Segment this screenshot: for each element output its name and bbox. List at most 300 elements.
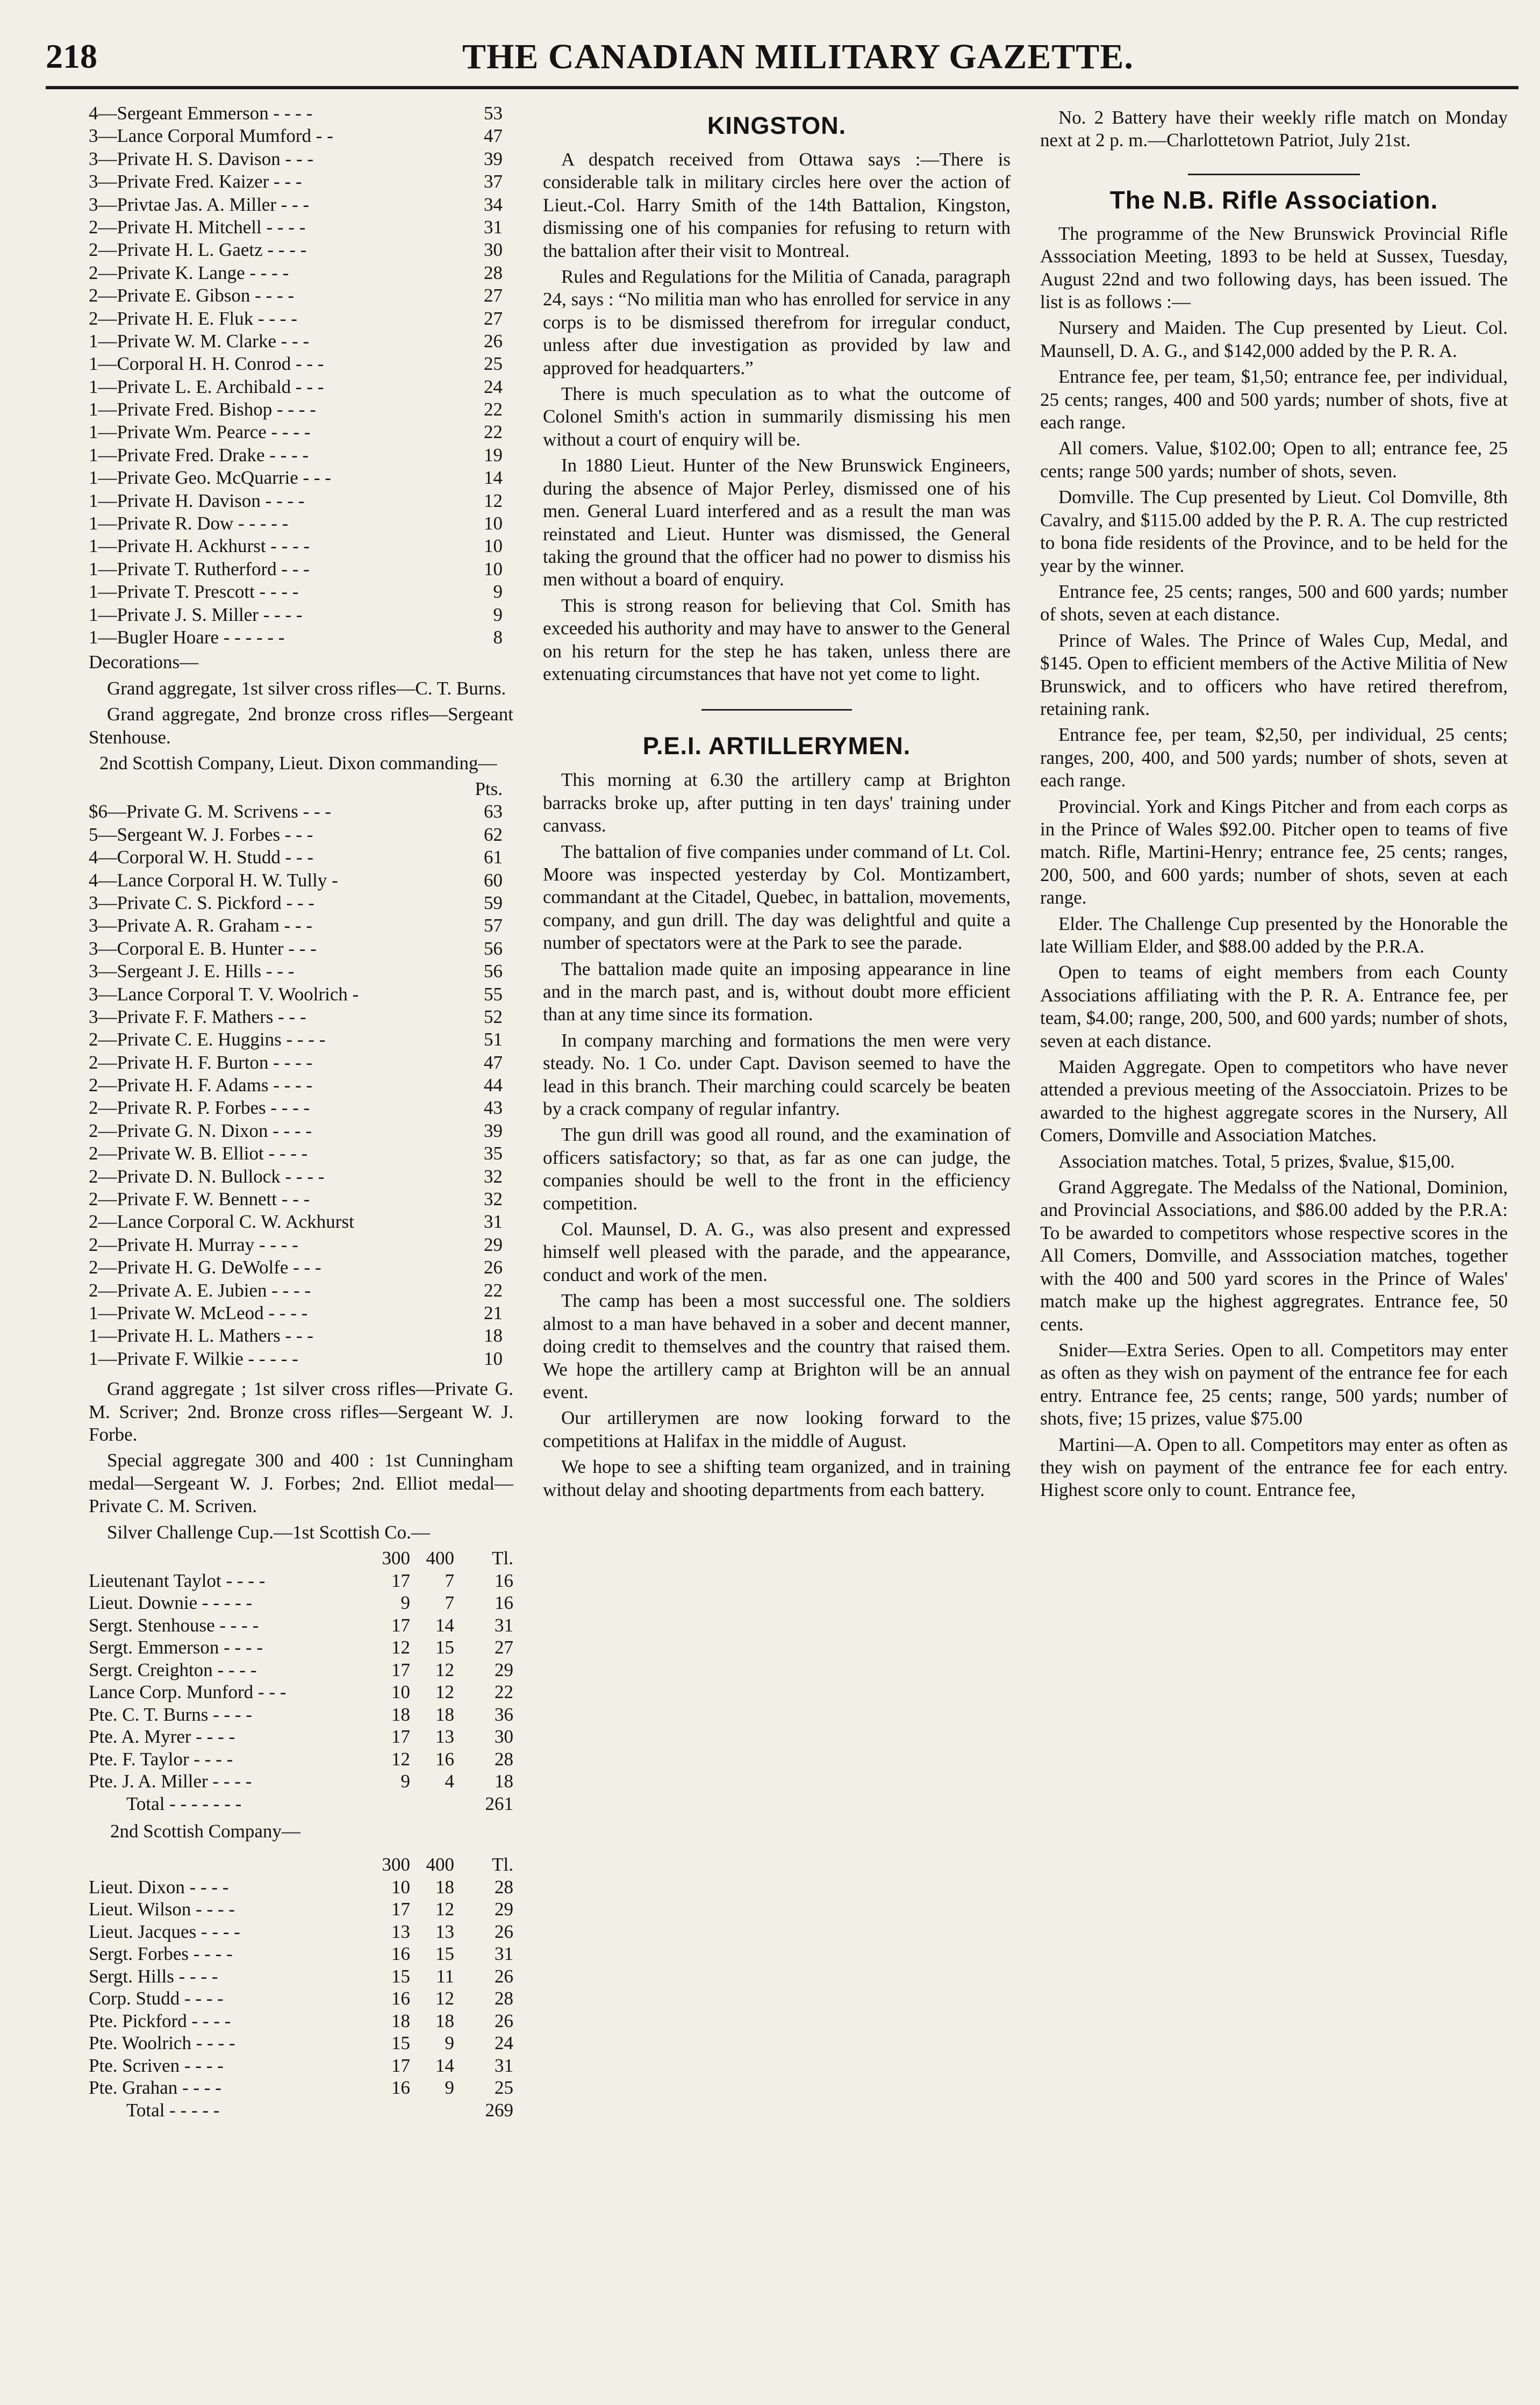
table-cell: 9: [445, 2032, 454, 2054]
score-row: [89, 330, 513, 353]
score-value: 47: [484, 1051, 503, 1073]
score-value: 12: [484, 490, 503, 511]
score-value: 10: [484, 1348, 503, 1369]
table-header-cell: [89, 1547, 366, 1570]
score-row: [89, 1279, 513, 1302]
table-cell: Lieut. Downie - - - - -: [89, 1592, 253, 1614]
score-row: [89, 1325, 513, 1347]
pei-headline: P.E.I. ARTILLERYMEN.: [642, 732, 911, 760]
table-cell: Pte. A. Myrer - - - -: [89, 1726, 235, 1748]
table-cell: 13: [435, 1726, 454, 1748]
score-value: 25: [484, 353, 503, 375]
table-total-cell: 261: [485, 1793, 513, 1814]
table-cell: Sergt. Forbes - - - -: [89, 1943, 233, 1965]
table-cell: 18: [495, 1771, 513, 1792]
article-paragraph: Open to teams of eight members from each County Associations affiliating with the P. R. A. Entrance fee, per team, $4.00; range, 200, 500, and 600 yards; number of shots, seven at each distance.: [1040, 962, 1508, 1051]
table-cell: 12: [435, 1899, 454, 1920]
score-value: 39: [484, 1120, 503, 1141]
article-paragraph: Nursery and Maiden. The Cup presented by Lieut. Col. Maunsell, D. A. G., and $142,000 added by the P. R. A.: [1040, 317, 1508, 361]
score-name: 1—Private Geo. McQuarrie - - -: [89, 467, 331, 489]
score-value: 32: [484, 1165, 503, 1187]
score-name: 2—Private G. N. Dixon - - - -: [89, 1120, 312, 1141]
column-middle: [543, 102, 1011, 1505]
article-paragraph: No. 2 Battery have their weekly rifle match on Monday next at 2 p. m.—Charlottetown Patriot, July 21st.: [1040, 107, 1508, 151]
score-name: 3—Private C. S. Pickford - - -: [89, 892, 314, 913]
table-row: [89, 1636, 513, 1659]
score-value: 62: [484, 824, 503, 845]
table-total-cell: [366, 2099, 410, 2122]
decoration-item: Grand aggregate, 1st silver cross rifles—C. T. Burns.: [107, 677, 506, 699]
score-name: 1—Private H. L. Mathers - - -: [89, 1325, 313, 1347]
table-cell: 17: [391, 1570, 410, 1591]
score-value: 34: [484, 194, 503, 215]
table-cell: 17: [391, 1899, 410, 1920]
table-cell: 28: [495, 1988, 513, 2009]
table-cell: Sergt. Hills - - - -: [89, 1965, 218, 1987]
score-value: 63: [484, 801, 503, 822]
table-total-cell: [366, 1793, 410, 1815]
score-value: 22: [484, 1279, 503, 1301]
table-cell: 7: [445, 1592, 454, 1614]
table-cell: 11: [436, 1965, 454, 1987]
score-row: [89, 1120, 513, 1142]
score-row: [89, 1348, 513, 1370]
table-header-row: [89, 1547, 513, 1570]
article-paragraph: The camp has been a most successful one. The soldiers almost to a man have behaved in a sober and decent manner, doing credit to themselves and the country that raised them. We hope the artillery camp at Brighton will be an annual event.: [543, 1290, 1011, 1402]
table-row: [89, 2010, 513, 2032]
table-cell: Pte. J. A. Miller - - - -: [89, 1771, 252, 1792]
score-name: 3—Private H. S. Davison - - -: [89, 148, 314, 169]
score-row: [89, 1097, 513, 1119]
table-row: [89, 2077, 513, 2099]
table-cell: 18: [435, 2010, 454, 2031]
score-name: 1—Private T. Prescott - - - -: [89, 581, 299, 603]
table-cell: 29: [495, 1659, 513, 1680]
score-value: 28: [484, 262, 503, 283]
column-left: [89, 102, 513, 2127]
silver-cup-heading: Silver Challenge Cup.—1st Scottish Co.—: [107, 1521, 430, 1543]
score-value: 53: [484, 103, 503, 124]
table-cell: 15: [435, 1637, 454, 1658]
table-cell: 18: [435, 1703, 454, 1725]
kingston-headline: KINGSTON.: [707, 112, 847, 139]
table-header-cell: 400: [426, 1548, 454, 1569]
table-cell: Lieut. Wilson - - - -: [89, 1899, 235, 1920]
score-row: [89, 376, 513, 398]
table-total-cell: Total - - - - - - -: [126, 1793, 242, 1814]
article-paragraph: Provincial. York and Kings Pitcher and from each corps as in the Prince of Wales $92.00. Pitcher open to teams of five match. Rifle, Martini-Henry; entrance fee, 25 cents; ranges, 200, 500, and 600 yards; number of shots, seven at each range.: [1040, 796, 1508, 908]
article-paragraph: Grand Aggregate. The Medalss of the National, Dominion, and Provincial Associations, and $86.00 added by the P.R.A: To be awarded to competitors whose respective scores in the All Comers, Domville, and Asssociation matches, together with the 400 and 500 yard scores in the Prince of Wales' match make up the highest aggregrates. Entrance fee, 50 cents.: [1040, 1177, 1508, 1335]
table-cell: 18: [391, 1703, 410, 1725]
score-value: 9: [493, 581, 503, 603]
table-cell: 26: [495, 1921, 513, 1942]
score-row: [89, 960, 513, 983]
score-name: 1—Private Wm. Pearce - - - -: [89, 421, 311, 443]
score-name: 2—Private H. Mitchell - - - -: [89, 216, 306, 238]
score-row: [89, 467, 513, 489]
score-row: [89, 1188, 513, 1211]
score-value: 44: [484, 1075, 503, 1096]
table-cell: Pte. F. Taylor - - - -: [89, 1748, 233, 1770]
score-row: [89, 1234, 513, 1256]
score-row: [89, 626, 513, 649]
score-name: 2—Private F. W. Bennett - - -: [89, 1189, 310, 1210]
score-name: 2—Private A. E. Jubien - - - -: [89, 1279, 311, 1301]
table-cell: 12: [435, 1659, 454, 1680]
article-paragraph: The gun drill was good all round, and the examination of officers satisfactory; so that, as far as one can judge, the companies should be well to the front in the efficiency competition.: [543, 1124, 1011, 1214]
score-value: 22: [484, 421, 503, 443]
article-paragraph: In 1880 Lieut. Hunter of the New Brunswick Engineers, during the absence of Major Perley, dismissed one of his men. General Luard interfered and as a result the man was reinstated and Lieut. Hunter was dismissed, the General taking the ground that the officer had no power to dismiss his men without a board of enquiry.: [543, 455, 1011, 590]
score-row: [89, 1006, 513, 1028]
score-name: 2—Private K. Lange - - - -: [89, 262, 289, 283]
score-name: 3—Private Fred. Kaizer - - -: [89, 171, 302, 192]
table-cell: 12: [391, 1748, 410, 1770]
article-paragraph: The battalion of five companies under command of Lt. Col. Moore was inspected yesterday by Col. Montizambert, commandant at the Citadel, Quebec, in battalion, movements, company, and gun drill. The day was delightful and quite a number of spectators were at the Park to see the parade.: [543, 841, 1011, 954]
table-total-cell: [410, 2099, 454, 2122]
score-value: 43: [484, 1097, 503, 1119]
article-paragraph: The battalion made quite an imposing appearance in line and in the march past, and is, without doubt more efficient than at any time since its formation.: [543, 958, 1011, 1025]
score-value: 60: [484, 869, 503, 891]
score-row: [89, 1302, 513, 1325]
article-paragraph: Prince of Wales. The Prince of Wales Cup, Medal, and $145. Open to efficient members of the Active Militia of New Brunswick, and to officers who have retired therefrom, retaining rank.: [1040, 629, 1508, 719]
table-cell: 17: [391, 1659, 410, 1680]
section-divider: [701, 709, 852, 711]
score-row: [89, 239, 513, 261]
score-row: [89, 800, 513, 823]
table-cell: 30: [495, 1726, 513, 1748]
score-name: 3—Private A. R. Graham - - -: [89, 915, 313, 936]
table-cell: 14: [435, 2055, 454, 2076]
score-value: 37: [484, 171, 503, 192]
score-value: 14: [484, 467, 503, 489]
table-total-cell: 269: [485, 2099, 513, 2121]
score-name: 2—Private H. F. Burton - - - -: [89, 1051, 313, 1073]
table-row: [89, 1987, 513, 2010]
score-row: [89, 421, 513, 443]
table-cell: 9: [400, 1592, 410, 1614]
score-row: [89, 1028, 513, 1051]
table-cell: 13: [435, 1921, 454, 1942]
article-paragraph: Rules and Regulations for the Militia of Canada, paragraph 24, says : “No militia man who has enrolled for service in any corps is to be dismissed therefrom for irregular conduct, unless after due investigation as provided by law and approved for headquarters.”: [543, 266, 1011, 378]
article-paragraph: Association matches. Total, 5 prizes, $value, $15,00.: [1058, 1150, 1455, 1172]
score-row: [89, 581, 513, 603]
score-name: 1—Private F. Wilkie - - - - -: [89, 1348, 298, 1369]
score-value: 39: [484, 148, 503, 169]
table-cell: 10: [391, 1876, 410, 1898]
article-paragraph: Snider—Extra Series. Open to all. Competitors may enter as often as they wish on payment of the entrance fee for each entry. Entrance fee, 25 cents; range, 500 yards; number of shots, five; 15 prizes, value $75.00: [1040, 1339, 1508, 1429]
score-value: 26: [484, 330, 503, 352]
score-row: [89, 194, 513, 216]
score-name: 1—Private H. Ackhurst - - - -: [89, 535, 310, 557]
table-cell: 16: [495, 1570, 513, 1591]
article-paragraph: This morning at 6.30 the artillery camp at Brighton barracks broke up, after putting in ten days' training under canvass.: [543, 769, 1011, 836]
table-row: [89, 1748, 513, 1771]
table-cell: Pte. C. T. Burns - - - -: [89, 1703, 252, 1725]
score-value: 47: [484, 125, 503, 147]
score-name: 1—Private W. McLeod - - - -: [89, 1302, 308, 1323]
score-row: [89, 535, 513, 557]
table-total-cell: Total - - - - -: [126, 2099, 220, 2121]
score-value: 29: [484, 1234, 503, 1255]
score-name: 3—Privtae Jas. A. Miller - - -: [89, 194, 310, 215]
table-row: [89, 1943, 513, 1965]
article-paragraph: Domville. The Cup presented by Lieut. Col Domville, 8th Cavalry, and $115.00 added by the P. R. A. The cup restricted to bona fide residents of the Province, and to be held for the year by the winner.: [1040, 486, 1508, 576]
score-name: 4—Lance Corporal H. W. Tully -: [89, 869, 338, 891]
nb-rifle-headline: The N.B. Rifle Association.: [1109, 185, 1438, 214]
score-value: 59: [484, 892, 503, 913]
table-header-row: [89, 1853, 513, 1876]
score-name: 1—Bugler Hoare - - - - - -: [89, 626, 285, 648]
table-cell: 16: [435, 1748, 454, 1770]
table-header-cell: 300: [382, 1854, 410, 1876]
score-row: [89, 1074, 513, 1097]
score-value: 22: [484, 399, 503, 420]
score-name: 2—Lance Corporal C. W. Ackhurst: [89, 1211, 354, 1233]
table-cell: 17: [391, 1726, 410, 1748]
score-name: 2—Private D. N. Bullock - - - -: [89, 1165, 325, 1187]
score-name: 3—Corporal E. B. Hunter - - -: [89, 937, 317, 959]
table-cell: 12: [435, 1988, 454, 2009]
table-cell: Sergt. Creighton - - - -: [89, 1659, 257, 1680]
score-row: [89, 490, 513, 512]
table-total-cell: [410, 1793, 454, 1815]
article-paragraph: In company marching and formations the men were very steady. No. 1 Co. under Capt. Davison seemed to have the lead in this branch. Their marching could scarcely be beaten by a crack company of regular infantry.: [543, 1029, 1011, 1120]
table-cell: 10: [391, 1681, 410, 1703]
article-paragraph: The programme of the New Brunswick Provincial Rifle Asssociation Meeting, 1893 to be held at Sussex, Tuesday, August 22nd and two following days, has been issued. The list is as follows :—: [1040, 223, 1508, 313]
score-name: 1—Private H. Davison - - - -: [89, 490, 305, 511]
score-row: [89, 869, 513, 892]
table-row: [89, 2032, 513, 2055]
masthead-title: THE CANADIAN MILITARY GAZETTE.: [462, 37, 1134, 76]
score-row: [89, 262, 513, 284]
table-cell: 15: [391, 2032, 410, 2054]
table-cell: 31: [495, 1943, 513, 1965]
company-heading: 2nd Scottish Company, Lieut. Dixon commanding—: [99, 753, 497, 774]
table-cell: 13: [391, 1921, 410, 1942]
table-row: [89, 1965, 513, 1988]
page-number: 218: [46, 37, 97, 75]
table-row: [89, 1703, 513, 1726]
score-row: [89, 307, 513, 330]
score-name: 2—Private R. P. Forbes - - - -: [89, 1097, 310, 1119]
score-value: 56: [484, 937, 503, 959]
score-row: [89, 1142, 513, 1165]
article-paragraph: Entrance fee, per team, $2,50, per individual, 25 cents; ranges, 200, 400, and 500 yards; number of shots, seven at each range.: [1040, 724, 1508, 791]
score-row: [89, 983, 513, 1006]
score-row: [89, 353, 513, 375]
score-name: 4—Sergeant Emmerson - - - -: [89, 103, 313, 124]
score-row: [89, 398, 513, 421]
score-row: [89, 824, 513, 846]
score-row: [89, 284, 513, 307]
score-row: [89, 512, 513, 535]
table-cell: Lieutenant Taylot - - - -: [89, 1570, 266, 1591]
table-row: [89, 1898, 513, 1921]
section-divider: [1188, 174, 1360, 175]
score-row: [89, 892, 513, 914]
table-cell: 18: [391, 2010, 410, 2031]
score-value: 9: [493, 604, 503, 625]
score-value: 18: [484, 1325, 503, 1347]
score-row: [89, 1051, 513, 1074]
score-row: [89, 1165, 513, 1188]
table-cell: 9: [400, 1771, 410, 1792]
score-name: 3—Lance Corporal Mumford - -: [89, 125, 333, 147]
score-value: 57: [484, 915, 503, 936]
article-paragraph: This is strong reason for believing that Col. Smith has exceeded his authority and may have to answer to the General on his return for the step he has taken, unless there are extenuating circumstances that have not yet come to light.: [543, 595, 1011, 684]
decoration-item: Grand aggregate, 2nd bronze cross rifles—Sergeant Stenhouse.: [89, 704, 513, 748]
score-name: 2—Private W. B. Elliot - - - -: [89, 1143, 308, 1164]
table-header-cell: [89, 1853, 366, 1876]
table-cell: Sergt. Stenhouse - - - -: [89, 1614, 259, 1636]
score-value: 27: [484, 307, 503, 329]
score-value: 10: [484, 513, 503, 534]
score-value: 31: [484, 216, 503, 238]
score-name: 3—Sergeant J. E. Hills - - -: [89, 961, 295, 982]
table-cell: 12: [435, 1681, 454, 1703]
score-row: [89, 846, 513, 869]
table-cell: Corp. Studd - - - -: [89, 1988, 224, 2009]
special-aggregate-text: Special aggregate 300 and 400 : 1st Cunningham medal—Sergeant W. J. Forbes; 2nd. Elliot medal—Private C. M. Scriven.: [89, 1450, 513, 1517]
score-row: [89, 125, 513, 147]
table-header-cell: Tl.: [492, 1854, 513, 1876]
score-row: [89, 914, 513, 937]
score-name: 2—Private H. F. Adams - - - -: [89, 1075, 313, 1096]
table-cell: 7: [445, 1570, 454, 1591]
table-cell: 15: [391, 1965, 410, 1987]
table-cell: 31: [495, 2055, 513, 2076]
table-cell: Pte. Woolrich - - - -: [89, 2032, 235, 2054]
score-list-1st-scottish: [89, 102, 513, 649]
decorations-label: Decorations—: [89, 652, 199, 673]
table-row: [89, 1876, 513, 1899]
score-value: 10: [484, 558, 503, 579]
table-cell: 27: [495, 1637, 513, 1658]
score-name: 1—Private L. E. Archibald - - -: [89, 376, 324, 397]
table-cell: 36: [495, 1703, 513, 1725]
table-cell: 16: [391, 1943, 410, 1965]
score-value: 26: [484, 1257, 503, 1278]
score-row: [89, 216, 513, 239]
score-value: 61: [484, 847, 503, 868]
article-paragraph: Entrance fee, per team, $1,50; entrance fee, per individual, 25 cents; ranges, 400 and 500 yards; number of shots, five at each range.: [1040, 366, 1508, 433]
article-paragraph: Martini—A. Open to all. Competitors may enter as often as they wish on payment of the entrance fee for each entry. Highest score only to count. Entrance fee,: [1040, 1434, 1508, 1501]
score-row: [89, 102, 513, 125]
table-cell: 9: [445, 2077, 454, 2099]
score-row: [89, 1256, 513, 1279]
article-paragraph: Our artillerymen are now looking forward to the competitions at Halifax in the middle of August.: [543, 1407, 1011, 1451]
score-value: 8: [493, 626, 503, 648]
company-heading: 2nd Scottish Company—: [110, 1821, 300, 1842]
score-name: 3—Lance Corporal T. V. Woolrich -: [89, 983, 359, 1005]
header-rule: [46, 86, 1518, 89]
score-value: 35: [484, 1143, 503, 1164]
table-header-cell: 300: [382, 1548, 410, 1569]
score-name: 1—Private Fred. Bishop - - - -: [89, 399, 316, 420]
score-name: 4—Corporal W. H. Studd - - -: [89, 847, 314, 868]
column-right: [1040, 102, 1508, 1505]
article-paragraph: Maiden Aggregate. Open to competitors who have never attended a previous meeting of the Assocciatoin. Prizes to be awarded to the highest aggregate scores in the Nursery, All Comers, Domville and Association Matches.: [1040, 1056, 1508, 1146]
score-value: 55: [484, 983, 503, 1005]
score-row: [89, 1211, 513, 1233]
table-total-row: [89, 1793, 513, 1815]
score-name: 1—Corporal H. H. Conrod - - -: [89, 353, 324, 375]
table-cell: Lieut. Dixon - - - -: [89, 1876, 229, 1898]
article-paragraph: A despatch received from Ottawa says :—There is considerable talk in military circles here over the action of Lieut.-Col. Harry Smith of the 14th Battalion, Kingston, dismissing one of his companies for refusing to return with the battalion after their visit to Montreal.: [543, 149, 1011, 261]
points-label: Pts.: [475, 778, 503, 800]
table-cell: 26: [495, 2010, 513, 2031]
table-row: [89, 1592, 513, 1614]
article-paragraph: Col. Maunsel, D. A. G., was also present and expressed himself well pleased with the parade, and the appearance, conduct and work of the men.: [543, 1219, 1011, 1285]
table-cell: 14: [435, 1614, 454, 1636]
table-row: [89, 1659, 513, 1681]
table-header-cell: Tl.: [492, 1548, 513, 1569]
table-cell: Lieut. Jacques - - - -: [89, 1921, 240, 1942]
table-cell: 4: [445, 1771, 454, 1792]
score-row: [89, 604, 513, 626]
table-cell: Pte. Scriven - - - -: [89, 2055, 224, 2076]
score-row: [89, 444, 513, 467]
score-row: [89, 148, 513, 170]
score-value: 56: [484, 961, 503, 982]
score-list-2nd-scottish: [89, 800, 513, 1370]
score-row: [89, 170, 513, 193]
grand-aggregate-text: Grand aggregate ; 1st silver cross rifles—Private G. M. Scriver; 2nd. Bronze cross rifles—Sergeant W. J. Forbe.: [89, 1378, 513, 1445]
table-cell: Pte. Pickford - - - -: [89, 2010, 231, 2031]
score-name: $6—Private G. M. Scrivens - - -: [89, 801, 332, 822]
score-row: [89, 558, 513, 581]
article-paragraph: All comers. Value, $102.00; Open to all; entrance fee, 25 cents; range 500 yards; number of shots, seven.: [1040, 438, 1508, 482]
article-paragraph: Elder. The Challenge Cup presented by the Honorable the late William Elder, and $88.00 added by the P.R.A.: [1040, 913, 1508, 957]
score-name: 1—Private R. Dow - - - - -: [89, 513, 289, 534]
article-paragraph: There is much speculation as to what the outcome of Colonel Smith's action in summarily dismissing his men without a court of enquiry will be.: [543, 383, 1011, 450]
score-value: 27: [484, 285, 503, 306]
table-cell: 16: [391, 1988, 410, 2009]
score-name: 2—Private H. L. Gaetz - - - -: [89, 239, 307, 261]
article-paragraph: We hope to see a shifting team organized, and in training without delay and shooting departments from each battery.: [543, 1456, 1011, 1500]
table-cell: Sergt. Emmerson - - - -: [89, 1637, 263, 1658]
table-cell: 22: [495, 1681, 513, 1703]
table-cell: 28: [495, 1748, 513, 1770]
table-cell: 29: [495, 1899, 513, 1920]
score-row: [89, 937, 513, 960]
table-cell: 25: [495, 2077, 513, 2099]
table-cell: 16: [495, 1592, 513, 1614]
score-value: 21: [484, 1302, 503, 1323]
score-name: 2—Private C. E. Huggins - - - -: [89, 1029, 326, 1050]
table-row: [89, 1921, 513, 1943]
score-value: 32: [484, 1189, 503, 1210]
table-row: [89, 1570, 513, 1592]
score-value: 24: [484, 376, 503, 397]
table-cell: 24: [495, 2032, 513, 2054]
table-cell: 17: [391, 1614, 410, 1636]
table-cell: Pte. Grahan - - - -: [89, 2077, 221, 2099]
table-cell: 28: [495, 1876, 513, 1898]
table-total-row: [89, 2099, 513, 2122]
table-cell: 31: [495, 1614, 513, 1636]
score-name: 1—Private W. M. Clarke - - -: [89, 330, 310, 352]
table-row: [89, 1681, 513, 1703]
score-value: 31: [484, 1211, 503, 1233]
table-cell: 15: [435, 1943, 454, 1965]
table-row: [89, 1726, 513, 1748]
score-name: 2—Private E. Gibson - - - -: [89, 285, 295, 306]
article-paragraph: Entrance fee, 25 cents; ranges, 500 and 600 yards; number of shots, seven at each distance.: [1040, 581, 1508, 625]
silver-cup-table-2nd: [89, 1853, 513, 2121]
table-header-cell: 400: [426, 1854, 454, 1876]
score-name: 3—Private F. F. Mathers - - -: [89, 1006, 306, 1027]
